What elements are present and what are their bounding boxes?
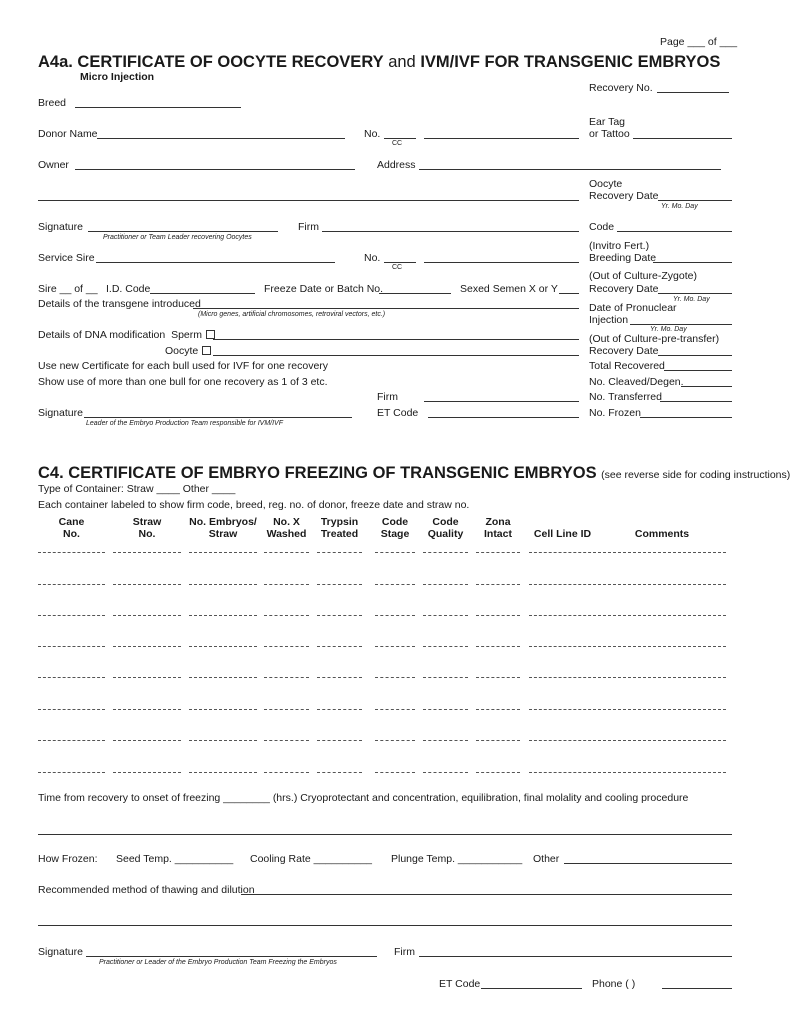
et-code-field[interactable]	[428, 417, 579, 418]
column-header	[529, 516, 596, 540]
injection-label: Injection	[589, 314, 629, 326]
page-number-label: Page ___ of ___	[660, 36, 738, 48]
breeding-date-label: Breeding Date	[589, 252, 657, 264]
sire-no-label: No.	[364, 252, 381, 264]
table-cell-line[interactable]	[264, 584, 309, 585]
sire-label: Sire __ of __	[38, 283, 98, 295]
recovery-date2-label: Recovery Date	[589, 283, 659, 295]
table-cell-line[interactable]	[598, 709, 726, 710]
address-field[interactable]	[419, 169, 721, 170]
table-cell-line[interactable]	[38, 740, 105, 741]
table-cell-line[interactable]	[598, 615, 726, 616]
a4a-subtitle: Micro Injection	[80, 71, 155, 83]
table-cell-line[interactable]	[375, 740, 415, 741]
no-cleaved-label: No. Cleaved/Degen.	[589, 376, 684, 388]
donor-name-field[interactable]	[97, 138, 345, 139]
sire-no-field[interactable]	[424, 262, 579, 263]
c4-et-code-field[interactable]	[481, 988, 582, 989]
new-cert-text: Use new Certificate for each bull used for IVF for one recovery	[38, 360, 329, 372]
thawing-field[interactable]	[241, 894, 732, 895]
table-cell-line[interactable]	[529, 709, 596, 710]
plunge-temp-label: Plunge Temp. ___________	[391, 853, 523, 865]
table-cell-line[interactable]	[264, 646, 309, 647]
column-header	[317, 516, 362, 540]
column-header-line1	[598, 516, 726, 528]
donor-name-label: Donor Name	[38, 128, 98, 140]
table-cell-line[interactable]	[264, 709, 309, 710]
transgene-note: (Micro genes, artificial chromosomes, retroviral vectors, etc.)	[198, 311, 386, 318]
time-freezing-text: Time from recovery to onset of freezing ________ (hrs.) Cryoprotectant and concentration, equilibration, final molality and cooling procedure	[38, 792, 689, 804]
recovery-date3-label: Recovery Date	[589, 345, 659, 357]
table-cell-line[interactable]	[317, 772, 362, 773]
table-cell-line[interactable]	[189, 584, 257, 585]
transgene-field[interactable]	[193, 308, 579, 309]
oocyte-right-label: Oocyte	[589, 178, 623, 190]
table-cell-line[interactable]	[264, 772, 309, 773]
table-cell-line[interactable]	[113, 709, 181, 710]
other-field[interactable]	[564, 863, 732, 864]
column-header-line2: No.	[63, 528, 80, 540]
table-cell-line[interactable]	[38, 552, 105, 553]
recovery-date-field[interactable]	[658, 200, 732, 201]
table-cell-line[interactable]	[529, 677, 596, 678]
table-cell-line[interactable]	[189, 615, 257, 616]
table-cell-line[interactable]	[423, 709, 468, 710]
table-cell-line[interactable]	[38, 772, 105, 773]
table-cell-line[interactable]	[113, 646, 181, 647]
c4-firm-label: Firm	[394, 946, 415, 958]
c4-phone-field[interactable]	[662, 988, 732, 989]
donor-cc-note: CC	[392, 140, 403, 147]
container-label-text: Each container labeled to show firm code, breed, reg. no. of donor, freeze date and straw no.	[38, 499, 470, 511]
column-header	[113, 516, 181, 540]
column-header	[476, 516, 520, 540]
oocyte-label: Oocyte	[165, 345, 211, 357]
table-cell-line[interactable]	[317, 584, 362, 585]
signature-field[interactable]	[88, 231, 278, 232]
firm-field[interactable]	[322, 231, 579, 232]
column-header	[423, 516, 468, 540]
service-sire-field[interactable]	[96, 262, 335, 263]
table-cell-line[interactable]	[598, 646, 726, 647]
table-cell-line[interactable]	[476, 677, 520, 678]
owner-label: Owner	[38, 159, 69, 171]
column-header	[189, 516, 257, 540]
thawing-label: Recommended method of thawing and dilution	[38, 884, 255, 896]
table-cell-line[interactable]	[317, 615, 362, 616]
no-frozen-label: No. Frozen	[589, 407, 641, 419]
table-cell-line[interactable]	[375, 772, 415, 773]
id-code-label: I.D. Code	[106, 283, 151, 295]
column-header-line2: Washed	[266, 528, 307, 540]
et-code-label: ET Code	[377, 407, 419, 419]
c4-signature-label: Signature	[38, 946, 83, 958]
total-recovered-field[interactable]	[664, 370, 732, 371]
a4a-title: A4a. CERTIFICATE OF OOCYTE RECOVERY and IVM/IVF FOR TRANSGENIC EMBRYOS	[38, 53, 721, 71]
no-transferred-label: No. Transferred	[589, 391, 662, 403]
dna-mod-label: Details of DNA modification Sperm	[38, 329, 215, 341]
table-cell-line[interactable]	[38, 584, 105, 585]
show-use-text: Show use of more than one bull for one recovery as 1 of 3 etc.	[38, 376, 328, 388]
table-cell-line[interactable]	[375, 677, 415, 678]
table-cell-line[interactable]	[38, 677, 105, 678]
table-cell-line[interactable]	[529, 615, 596, 616]
cryoprotectant-field[interactable]	[38, 834, 732, 835]
breed-label: Breed	[38, 97, 67, 109]
table-cell-line[interactable]	[113, 772, 181, 773]
table-cell-line[interactable]	[317, 646, 362, 647]
table-cell-line[interactable]	[113, 615, 181, 616]
table-cell-line[interactable]	[38, 615, 105, 616]
thawing-field-2[interactable]	[38, 925, 732, 926]
table-cell-line[interactable]	[476, 709, 520, 710]
out-zygote-label: (Out of Culture-Zygote)	[589, 270, 697, 282]
firm-label: Firm	[298, 221, 319, 233]
c4-phone-label: Phone ( )	[592, 978, 636, 990]
table-cell-line[interactable]	[264, 552, 309, 553]
table-cell-line[interactable]	[598, 677, 726, 678]
no-frozen-field[interactable]	[640, 417, 732, 418]
table-cell-line[interactable]	[423, 772, 468, 773]
column-header-line2: Intact	[483, 528, 512, 540]
table-cell-line[interactable]	[189, 709, 257, 710]
table-cell-line[interactable]	[423, 740, 468, 741]
donor-no-cc-field[interactable]	[384, 138, 416, 139]
owner-field[interactable]	[75, 169, 355, 170]
table-cell-line[interactable]	[476, 552, 520, 553]
injection-ymd: Yr. Mo. Day	[650, 326, 687, 333]
address-line-2[interactable]	[38, 200, 579, 201]
or-tattoo-label: or Tattoo	[589, 128, 630, 140]
table-cell-line[interactable]	[189, 646, 257, 647]
recovery-date-label: Recovery Date	[589, 190, 659, 202]
table-cell-line[interactable]	[264, 740, 309, 741]
donor-no-field[interactable]	[424, 138, 579, 139]
sperm-field[interactable]	[213, 339, 579, 340]
table-cell-line[interactable]	[476, 772, 520, 773]
recovery-date-ymd: Yr. Mo. Day	[661, 203, 698, 210]
table-cell-line[interactable]	[189, 772, 257, 773]
column-header-line1: No. X	[273, 516, 300, 528]
table-cell-line[interactable]	[598, 552, 726, 553]
breed-field[interactable]	[75, 107, 241, 108]
pronuclear-label: Date of Pronuclear	[589, 302, 677, 314]
signature-label: Signature	[38, 221, 83, 233]
column-header-line1	[529, 516, 596, 528]
ear-tag-field[interactable]	[633, 138, 732, 139]
column-header-line1: Zona	[485, 516, 511, 528]
column-header-line2: No.	[138, 528, 156, 540]
code-field[interactable]	[617, 231, 732, 232]
ear-tag-label: Ear Tag	[589, 116, 625, 128]
column-header-line2: Comments	[634, 528, 690, 540]
recovery-date2-field[interactable]	[658, 293, 732, 294]
column-header-line1: Code	[432, 516, 459, 528]
table-cell-line[interactable]	[264, 677, 309, 678]
injection-field[interactable]	[630, 324, 732, 325]
column-header-line1: Code	[381, 516, 409, 528]
pre-transfer-label: (Out of Culture-pre-transfer)	[589, 333, 720, 345]
table-cell-line[interactable]	[476, 584, 520, 585]
table-cell-line[interactable]	[189, 740, 257, 741]
sperm-checkbox[interactable]	[206, 330, 215, 339]
no-cleaved-field[interactable]	[681, 386, 732, 387]
table-cell-line[interactable]	[423, 646, 468, 647]
table-cell-line[interactable]	[317, 709, 362, 710]
table-cell-line[interactable]	[423, 584, 468, 585]
c4-firm-field[interactable]	[419, 956, 732, 957]
cooling-rate-label: Cooling Rate __________	[250, 853, 373, 865]
invitro-label: (Invitro Fert.)	[589, 240, 650, 252]
column-header	[375, 516, 415, 540]
table-cell-line[interactable]	[189, 552, 257, 553]
table-cell-line[interactable]	[375, 709, 415, 710]
table-cell-line[interactable]	[264, 615, 309, 616]
total-recovered-label: Total Recovered	[589, 360, 665, 372]
column-header-line2: Treated	[320, 528, 359, 540]
table-cell-line[interactable]	[598, 740, 726, 741]
column-header-line1: Straw	[132, 516, 162, 528]
how-frozen-label: How Frozen:	[38, 853, 98, 865]
table-cell-line[interactable]	[189, 677, 257, 678]
signature-note: Practitioner or Team Leader recovering Oocytes	[103, 234, 252, 241]
sire-cc-note: CC	[392, 264, 403, 271]
column-header-line2: Straw	[208, 528, 238, 540]
table-cell-line[interactable]	[476, 646, 520, 647]
table-cell-line[interactable]	[529, 646, 596, 647]
code-label: Code	[589, 221, 615, 233]
column-header-line1: Cane	[58, 516, 85, 528]
other-label: Other	[533, 853, 560, 865]
table-cell-line[interactable]	[317, 740, 362, 741]
table-cell-line[interactable]	[113, 677, 181, 678]
c4-signature-note: Practitioner or Leader of the Embryo Production Team Freezing the Embryos	[99, 959, 337, 966]
table-cell-line[interactable]	[113, 584, 181, 585]
column-header	[38, 516, 105, 540]
c4-title: C4. CERTIFICATE OF EMBRYO FREEZING OF TRANSGENIC EMBRYOS (see reverse side for coding instructions)	[38, 464, 790, 482]
table-cell-line[interactable]	[113, 552, 181, 553]
table-cell-line[interactable]	[375, 615, 415, 616]
transgene-label: Details of the transgene introduced	[38, 298, 201, 310]
column-header-line1: Trypsin	[320, 516, 359, 528]
table-cell-line[interactable]	[317, 677, 362, 678]
table-cell-line[interactable]	[598, 772, 726, 773]
recovery-no-field[interactable]	[657, 92, 729, 93]
recovery-date3-field[interactable]	[658, 355, 732, 356]
table-cell-line[interactable]	[529, 584, 596, 585]
table-cell-line[interactable]	[529, 740, 596, 741]
table-cell-line[interactable]	[113, 740, 181, 741]
sexed-semen-field[interactable]	[559, 293, 579, 294]
recovery-date2-ymd: Yr. Mo. Day	[673, 296, 710, 303]
table-cell-line[interactable]	[529, 772, 596, 773]
recovery-no-label: Recovery No.	[589, 82, 653, 94]
column-header-line2: Cell Line ID	[533, 528, 592, 540]
table-cell-line[interactable]	[423, 677, 468, 678]
c4-signature-field[interactable]	[86, 956, 377, 957]
table-cell-line[interactable]	[529, 552, 596, 553]
oocyte-checkbox[interactable]	[202, 346, 211, 355]
table-cell-line[interactable]	[423, 552, 468, 553]
address-label: Address	[377, 159, 416, 171]
table-cell-line[interactable]	[598, 584, 726, 585]
container-type-text: Type of Container: Straw ____ Other ____	[38, 483, 236, 495]
column-header-line2: Quality	[427, 528, 464, 540]
sexed-semen-label: Sexed Semen X or Y	[460, 283, 558, 295]
table-cell-line[interactable]	[38, 646, 105, 647]
table-cell-line[interactable]	[375, 552, 415, 553]
id-code-field[interactable]	[150, 293, 255, 294]
table-cell-line[interactable]	[375, 646, 415, 647]
breeding-date-field[interactable]	[653, 262, 732, 263]
table-cell-line[interactable]	[423, 615, 468, 616]
column-header	[598, 516, 726, 540]
table-cell-line[interactable]	[476, 615, 520, 616]
firm2-field[interactable]	[424, 401, 579, 402]
donor-no-label: No.	[364, 128, 381, 140]
seed-temp-label: Seed Temp. __________	[116, 853, 234, 865]
column-header-line1: No. Embryos/	[189, 516, 257, 528]
signature2-note: Leader of the Embryo Production Team responsible for IVM/IVF	[86, 420, 284, 427]
table-cell-line[interactable]	[476, 740, 520, 741]
column-header	[264, 516, 309, 540]
no-transferred-field[interactable]	[660, 401, 732, 402]
service-sire-label: Service Sire	[38, 252, 95, 264]
signature2-field[interactable]	[84, 417, 352, 418]
table-cell-line[interactable]	[38, 709, 105, 710]
column-header-line2: Stage	[380, 528, 410, 540]
signature2-label: Signature	[38, 407, 83, 419]
table-cell-line[interactable]	[375, 584, 415, 585]
c4-et-code-label: ET Code	[439, 978, 481, 990]
sire-no-cc-field[interactable]	[384, 262, 416, 263]
firm2-label: Firm	[377, 391, 398, 403]
freeze-date-label: Freeze Date or Batch No.	[264, 283, 384, 295]
oocyte-field[interactable]	[213, 355, 579, 356]
table-cell-line[interactable]	[317, 552, 362, 553]
freeze-date-field[interactable]	[379, 293, 451, 294]
